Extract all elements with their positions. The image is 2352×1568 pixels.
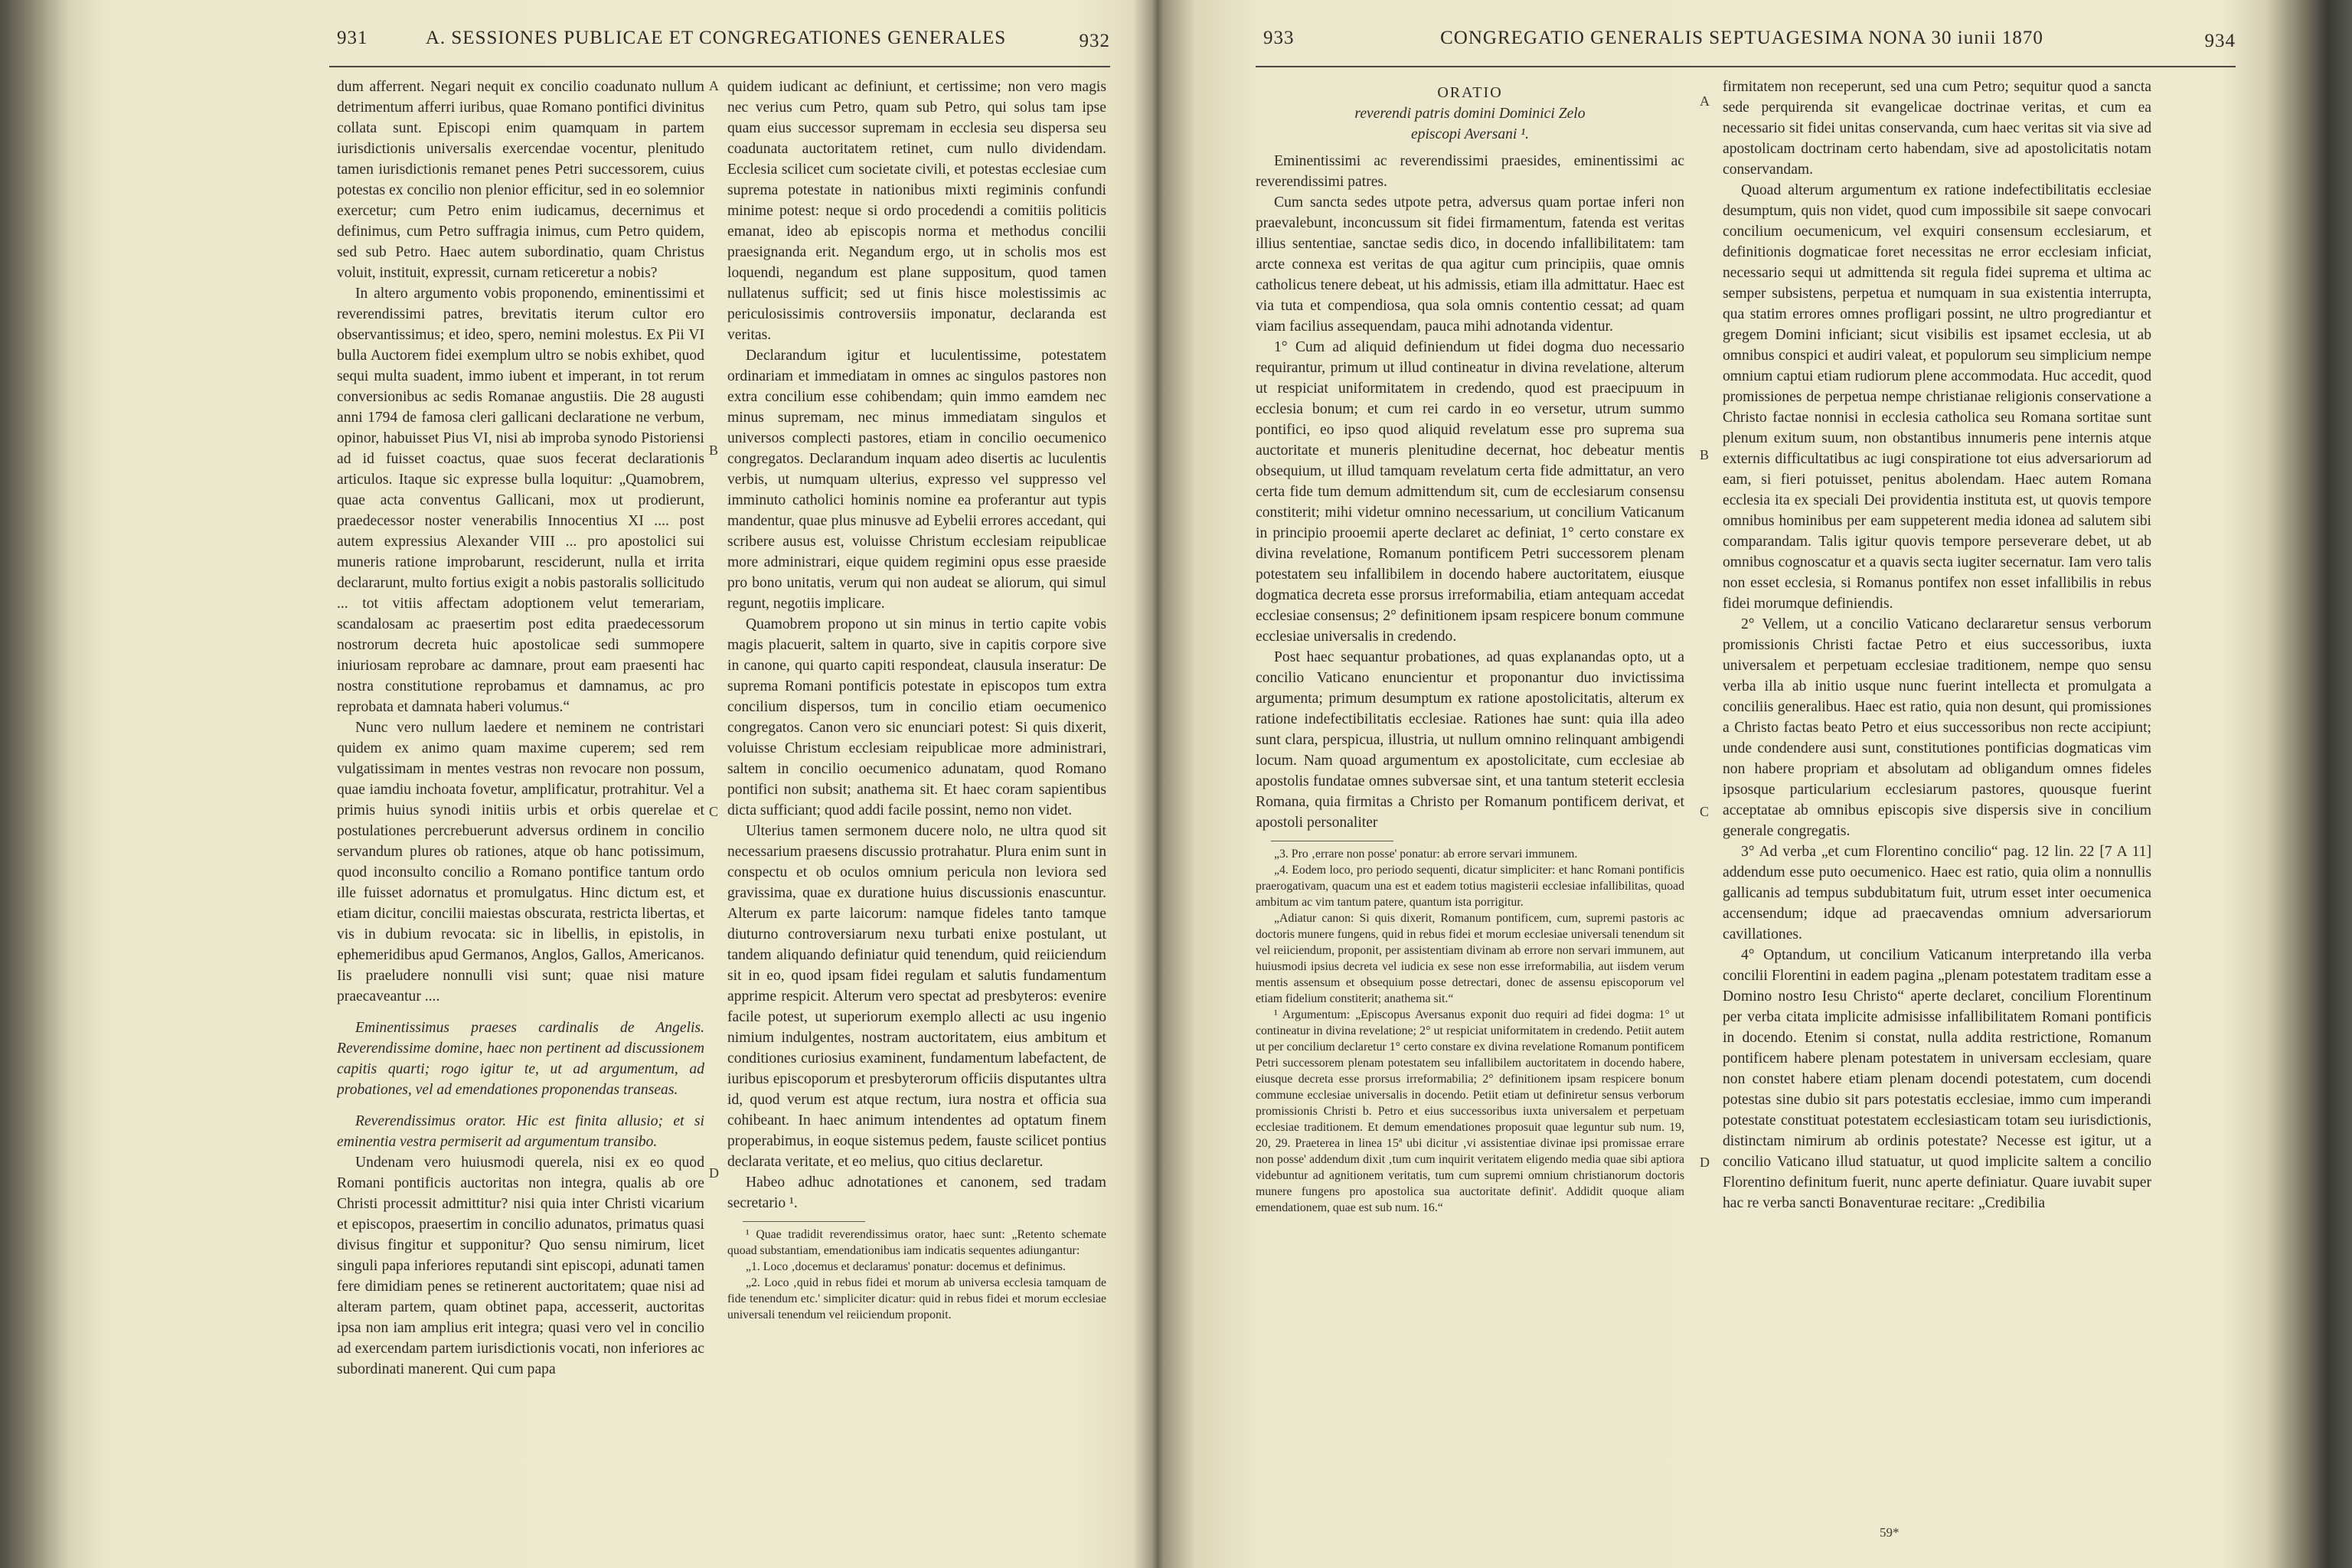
paragraph: 4° Optandum, ut concilium Vaticanum interpretando illa verba concilii Florentini in eadem pagina „plenam potestatem traditam esse a Domino nostro Iesu Christo“ aperte declaret, concilium Florentinum per verba citata implicite admisisse infallibilitatem Romani pontificis in docendo. Etenim si constat, nulla addita restrictione, Romanum pontificem habere plenam potestatem in universam ecclesiam, quare non constet habere etiam plenam docendi potestatem, cum docendi potestas sine dubio sit pars potestatis ecclesiae, immo cum imperandi potestate constituat potestatem ecclesiasticam totam seu iurisdictionis, distinctam nimirum ab ordinis potestate? Necesse est igitur, ut a concilio Vaticano illud statuatur, ut quod implicite saltem a concilio Florentino definitum fuerit, nunc aperte definiatur. Quare iuvabit super hac re verba sancti Bonaventurae recitare: „Credibilia <box>1723 947 2151 1211</box>
margin-letter-a: A <box>1700 93 1710 109</box>
paragraph: Nunc vero nullum laedere et neminem ne contristari quidem ex animo quam maxime cuperem; sed rem vulgatissimam in mentes vestras non revocare non possum, quae iamdiu inchoata fovetur, amplificatur, protrahitur. Vel a primis huius synodi initiis urbis et orbis querelae et postulationes percrebuerunt adversus ordinem in concilio servandum plures ob rationes, atque ob hanc potissimum, quod inconsulto concilio a Romano pontifice tantum ordo ille fuisset adornatus et promulgatus. Hinc dictum est, et etiam dicitur, concilii maiestas obscurata, restricta libertas, et vis in dubium revocata: sic in libellis, in epistolis, in ephemeridibus apud Germanos, Anglos, Gallos, Americanos. Iis praeludere nonnulli visi sunt; quae nisi mature praecaveantur .... <box>337 720 704 1004</box>
oratio-subtitle: reverendi patris domini Dominici Zelo <box>1354 106 1586 122</box>
footnote: ¹ Quae tradidit reverendissimus orator, haec sunt: „Retento schemate quoad substantiam, emendationibus iam indicatis sequentes adiungantur: <box>727 1228 1106 1257</box>
paragraph: In altero argumento vobis proponendo, eminentissimi et reverendissimi patres, brevitatis iterum cultor ero observantissimus; et ideo, spero, nemini molestus. Ex Pii VI bulla Auctorem fidei exemplum ultro se nobis exhibet, quod sequi multa suadent, immo iubent et imperant, in tot rerum conversionibus ac sedis Romanae angustiis. Die 28 augusti anni 1794 de famosa cleri gallicani declaratione ne verbum, opinor, habuisset Pius VI, nisi ab improba synodo Pistoriensi ad id fuisset coactus, quae suos fecerat declarationis articulos. Itaque sic expresse bulla loquitur: „Quamobrem, quae acta conventus Gallicani, mox ut prodierunt, praedecessor noster venerabilis Innocentius XI .... post autem expressius Alexander VIII ... pro apostolici sui muneris ratione improbarunt, resciderunt, nulla et irrita declararunt, multo fortius exigit a nobis pastoralis sollicitudo ... tot vitiis affectam adoptionem velut temerariam, scandalosam ac praesertim post edita praedecessorum nostrorum decreta huic apostolicae sedi summopere iniuriosam reprobare ac damnare, prout eam praesenti hac nostra constitutione reprobamus et damnamus, ac pro reprobata et damnata haberi volumus.“ <box>337 286 704 715</box>
footnote: „1. Loco ‚docemus et declaramus' ponatur: docemus et definimus. <box>746 1260 1066 1273</box>
paragraph: Post haec sequantur probationes, ad quas explanandas opto, ut a concilio Vaticano enuncientur et proponantur duo invictissima argumenta; primum desumptum ex ratione apostolicitatis, alterum ex ratione indefectibilitatis ecclesiae. Rationes hae sunt: quia illa adeo sunt clara, perspicua, illustria, ut nullum omnino relinquant ambigendi locum. Nam quoad argumentum ex apostolicitate, cum ecclesiae ab apostolis fundatae omnes subversae sint, et una tantum steterit ecclesia Romana, quia firmitas a Christo per Romanum pontificem derivat, et apostoli personaliter <box>1256 649 1684 831</box>
page-number-931: 931 <box>337 28 368 48</box>
margin-letter-a: A <box>709 78 719 93</box>
oratio-heading: ORATIO <box>1437 84 1503 101</box>
left-column-2 <box>727 77 1106 1537</box>
footnote: „3. Pro ‚errare non posse' ponatur: ab errore servari immunem. <box>1274 848 1578 861</box>
right-column-2 <box>1723 77 2151 1537</box>
paragraph: quidem iudicant ac definiunt, et certissime; non vero magis nec verius cum Petro, quam sub Petro, qui solus tam ipse quam eius successor supremam in ecclesia seu dispersa seu coadunata auctoritatem retinet, cum nullo dividendam. Ecclesia scilicet cum societate civili, et potestas ecclesiae cum suprema potestate in nationibus mixti regiminis confundi minime potest: neque si ordo procedendi a comitiis politicis emanat, ideo ab episcopis norma et methodus concilii praesignanda erit. Negandum ergo, ut in scholis mos est loquendi, negandum est plane suppositum, quod tamen nullatenus sufficit; sed ut finis hisce molestissimis ac periculosissimis controversiis imponatur, declaranda est veritas. <box>727 79 1106 343</box>
footnote: „4. Eodem loco, pro periodo sequenti, dicatur simpliciter: et hanc Romani pontificis praerogativam, quacum una est et eadem totius magisterii ecclesiae infallibilitas, quoad ambitum ac vim tantum patere, quantum ista porrigitur. <box>1256 864 1684 909</box>
paragraph: 2° Vellem, ut a concilio Vaticano declararetur sensus verborum promissionis Christi factae Petro et eius successoribus, iuxta universalem et perpetuam ecclesiae traditionem, nempe quo sensu verba illa ab initio usque nunc fuerint intellecta et promulgata a conciliis generalibus. Haec est ratio, quia non desunt, qui promissiones a Christo factas beato Petro et eius successoribus non recte accipiunt; unde condendere ausi sunt, constitutiones pontificias dogmaticas vim non habere propriam et absolutam ad obligandum omnes fideles ipsosque particularium ecclesiarum pastores, quousque fuerint acceptatae ab omnibus episcopis sive dispersis sive in concilium generale congregatis. <box>1723 616 2151 839</box>
margin-letter-b: B <box>709 443 719 458</box>
right-running-head <box>1248 28 2236 58</box>
paragraph: 1° Cum ad aliquid definiendum ut fidei dogma duo necessario requirantur, primum ut illud contineatur in divina revelatione, alterum ut respiciat uniformitatem in credendo, quod est praecipuum in ecclesia bonum; et cum rei cardo in eo versetur, utrum summo pontifici, eo ipso quod aliquid revelatum esse pro suprema sua auctoritate et muneris plenitudine decernat, hoc debeatur mentis obsequium, ut illud tamquam revelatum certa fide admittatur, an vero certa fide tum demum admittendum sit, cum de ecclesiarum consensu constiterit; mihi videtur omnino necessarium, ut concilium Vaticanum in principio prooemii aperte declaret ac definiat, 1° certo constare ex divina revelatione, Romanum pontificem Petri successorem plenam potestatem seu infallibilem in docendo habere auctoritatem, eiusque dogmatica decreta esse prorsus irreformabilia, etiam antequam accedat ecclesiae consensus; 2° definitionem ipsam respicere bonum commune ecclesiae universalis in credendo. <box>1256 339 1684 645</box>
left-head-rule <box>329 66 1110 67</box>
paragraph: 3° Ad verba „et cum Florentino concilio“ pag. 12 lin. 22 [7 A 11] addendum esse puto oecumenico. Haec est ratio, quia olim a nonnullis gallicanis ad tempus subdubitatum fuit, utrum esset inter oecumenica accensendum; idque ad praecavendas omnium adversariorum cavillationes. <box>1723 844 2151 942</box>
left-running-head <box>322 28 1110 58</box>
footnote: „2. Loco ‚quid in rebus fidei et morum ab universa ecclesia tamquam de fide tenendum etc.' simpliciter dicatur: quid in rebus fidei et morum ecclesiae universali tenendum vel reiiciendum proponit. <box>727 1276 1106 1321</box>
footnote-rule <box>743 1221 865 1222</box>
paragraph-speaker: Reverendissimus orator. Hic est finita allusio; et si eminentia vestra permiserit ad argumentum transibo. <box>337 1113 704 1150</box>
paragraph: Declarandum igitur et luculentissime, potestatem ordinariam et immediatam in omnes ac singulos pastores non extra concilium esse cohibendam; quin immo eamdem nec minus supremam, nec minus immediatam singulos et universos complecti pastores, etiam in concilio oecumenico congregatos. Declarandum inquam adeo disertis ac luculentis verbis, ut numquam ulterius, expresso vel suppresso vel imminuto catholici hominis nomine ea proferantur aut typis mandentur, quae plus minusve ad Eybelii errores accedant, qui scribere ausus est, voluisse Christum ecclesiam reipublicae more administrari, eique quidem regimini opus esse praeside pro bono unitatis, verum qui non audeat se aliorum, qui simul regunt, negotiis implicare. <box>727 348 1106 612</box>
left-page <box>322 0 1110 1568</box>
signature-mark: 59* <box>1880 1525 1900 1540</box>
right-head-rule <box>1256 66 2236 67</box>
page-number-932: 932 <box>1079 31 1110 51</box>
margin-letter-b: B <box>1700 447 1710 462</box>
right-column-1 <box>1256 77 1684 1537</box>
margin-letter-d: D <box>1700 1155 1710 1170</box>
right-page <box>1248 0 2236 1568</box>
page-number-933: 933 <box>1263 28 1295 48</box>
left-column-1 <box>337 77 704 1537</box>
footnote: „Adiatur canon: Si quis dixerit, Romanum pontificem, cum, supremi pastoris ac doctoris munere fungens, quid in rebus fidei et morum ecclesiae universali tenendum sit vel reiiciendum, proponit, per assistentiam divinam ab errore non servari immunem, aut huiusmodi ipsius decreta vel iudicia ex sese non esse irreformabilia, aut iisdem verum mentis assensum et obsequium posse detrectari, donec de assensu episcoporum vel etiam fidelium constiterit; anathema sit.“ <box>1256 912 1684 1005</box>
page-number-934: 934 <box>2204 31 2236 51</box>
paragraph: Eminentissimi ac reverendissimi praesides, eminentissimi ac reverendissimi patres. <box>1256 153 1684 190</box>
paragraph: Ulterius tamen sermonem ducere nolo, ne ultra quod sit necessarium praesens discussio protrahatur. Plura enim sunt in conspectu et ob oculos omnium pericula non leviora sed gravissima, quae ex duratione huius discussionis enascuntur. Alterum ex parte laicorum: namque fideles tanto tamque diuturno controversiarum nexu turbati enixe postulant, ut tandem aliquando definiatur quid tenendum, quid reiiciendum sit in eo, quod ipsam fidei regulam et salutis fundamentum apprime respicit. Alterum vero spectat ad presbyteros: evenire facile potest, ut superiorum exemplo allecti ac usu ingenio nimium indulgentes, nostram auctoritatem, eius ambitum et conditiones curiosius examinent, fundamentum labefactent, de iuribus episcoporum et presbyterorum officiis disputantes ultra id, quod verum est atque rectum, iura nostra et officia sua cohibeant. In haec animum intendentes ad optatum finem properabimus, in eoque sistemus pedem, fauste scilicet pontius declarata veritate, et eo melius, quo citius declaretur. <box>727 823 1106 1170</box>
footnote: ¹ Argumentum: „Episcopus Aversanus exponit duo requiri ad fidei dogma: 1° ut contineatur in divina revelatione; 2° ut respiciat uniformitatem in credendo. Petiit autem ut per concilium declaretur 1° certo constare ex divina revelatione Romanum pontificem Petri successorem plenam potestatem seu infallibilem auctoritatem in docendo habere, eiusque decreta esse prorsus irreformabilia; 2° definitionem ipsam respicere bonum commune ecclesiae universalis in docendo. Petiit etiam ut definiretur sensus verborum promissionis Christi b. Petro et eius successoribus iuxta universalem et perpetuam ecclesiae traditionem. Et demum emendationes proposuit quae leguntur sub num. 19, 20, 29. Praeterea in linea 15ª ubi dicitur ‚vi assistentiae divinae ipsi promissae errare non posse' addendum dixit ‚tum cum inquirit veritatem eligendo media quae sibi aptiora videbuntur ad agnitionem veritatis, tum cum supremi omnium christianorum doctoris munere fungens pro apostolica sua auctoritate definit'. Addidit quoque aliam emendationem, quae est sub num. 16.“ <box>1256 1008 1684 1214</box>
paragraph-speaker: Eminentissimus praeses cardinalis de Angelis. Reverendissime domine, haec non pertinent ad discussionem capitis quarti; rogo igitur te, ut ad argumentum, ad probationes, vel ad emendationes proponendas transeas. <box>337 1020 704 1098</box>
oratio-subtitle-2: episcopi Aversani ¹. <box>1410 126 1530 142</box>
paragraph: Cum sancta sedes utpote petra, adversus quam portae inferi non praevalebunt, inconcussum sit fidei firmamentum, fatenda est veritas illius sententiae, sanctae sedis dico, in docendo infallibilitatem: tam arcte connexa est veritas de qua agitur cum principiis, quae omnis catholicus tenere debeat, ut his admissis, etiam illa admittatur. Haec est via tuta et compendiosa, qua sola omnis contentio cessat; ad quam viam facilius assequendam, pauca mihi adnotanda videntur. <box>1256 194 1684 335</box>
paragraph: dum afferrent. Negari nequit ex concilio coadunato nullum detrimentum afferri iuribus, quae Romano pontifici divinitus collata sunt. Episcopi enim quamquam in partem iurisdictionis universalis exercendae vocentur, plenitudo tamen iurisdictionis remanet penes Petri successorem, cuius potestas ex concilio non plenior efficitur, sed in eo solemnior exercetur; cum Petro enim iudicamus, decernimus et definimus, cum Petro suffragia inimus, cum Petro quidem, sed sub Petro. Haec autem subordinatio, quam Christus voluit, instituit, expressit, curnam reticeretur a nobis? <box>337 79 704 281</box>
margin-letter-c: C <box>1700 804 1710 819</box>
left-page-title: A. SESSIONES PUBLICAE ET CONGREGATIONES GENERALES <box>425 28 1007 48</box>
margin-letter-d: D <box>709 1165 719 1181</box>
right-page-title: CONGREGATIO GENERALIS SEPTUAGESIMA NONA 30 iunii 1870 <box>1440 28 2043 48</box>
paragraph: Quoad alterum argumentum ex ratione indefectibilitatis ecclesiae desumptum, quis non videt, quod cum impossibile sit saepe convocari concilium oecumenicum, vel exquiri consensum ecclesiarum, et definitionis dogmaticae foret necessitas ne error ecclesiam inficiat, necessario sequi ut admittenda sit regula fidei suprema et ultima ac semper subsistens, perpetua et numquam in sua existentia interrupta, qua statim errores omnes profligari possint, ne ultro progrediantur et gregem Domini inficiant; sicut visibilis est ipsamet ecclesia, ut ab omnibus conspici et audiri valeat, et populorum seu simplicium nempe omnium captui etiam rudiorum plene accommodata. Huc accedit, quod promissiones de perpetua nempe christianae religionis conservatione a Christo factae nonnisi in ecclesia catholica seu Romana sortitae sunt plenum exitum suum, non obstantibus innumeris pene internis atque externis difficultatibus ac iugi conspiratione tot eius adversariorum ad eam, si fieri potuisset, penitus abolendam. Haec autem Romana ecclesia ita ex speciali Dei providentia instituta est, ut quovis tempore omnibus hominibus per eam suppeterent media idonea ad salutem sibi comparandam. Talis igitur quovis tempore perseverare debet, ut ab omnibus cognoscatur et a quavis secta iugiter secernatur. Iam vero talis non esset ecclesia, si Romanus pontifex non esset infallibilis in rebus fidei morumque definiendis. <box>1723 182 2151 612</box>
right-columns <box>1248 77 2236 1537</box>
margin-letter-c: C <box>709 804 719 819</box>
paragraph: firmitatem non receperunt, sed una cum Petro; sequitur quod a sancta sede perquirenda sit evangelicae doctrinae veritas, et cum ea necessario sit fidei unitas conservanda, cum haec veritas sit via sive ad apostolicam doctrinam certo habendam, sive ad apostolicitatis notam conservandam. <box>1723 79 2151 178</box>
paragraph: Undenam vero huiusmodi querela, nisi ex eo quod Romani pontificis auctoritas non integra, qualis ab ore Christi processit admittitur? nisi quia inter Christi vicarium et episcopos, praesertim in concilio adunatos, primatus quasi divisus fingitur et supponitur? Quo sensu nimirum, licet singuli papa inferiores reputandi sint episcopi, adunati tamen fere dimidiam penes se retinerent auctoritatem; quae nisi ad alteram partem, quam obtinet papa, accesserit, auctoritas ipsa non iam amplius erit integra; quasi vero vel in concilio ad exercendam partem iurisdictionis vocati, non inferiores ac subordinati manerent. Qui cum papa <box>337 1155 704 1377</box>
paragraph: Habeo adhuc adnotationes et canonem, sed tradam secretario ¹. <box>727 1174 1106 1211</box>
paragraph: Quamobrem propono ut sin minus in tertio capite vobis magis placuerit, saltem in quarto, sive in capitis corpore sive in canone, qui quarto capiti respondeat, clausula inseratur: De suprema Romani pontificis potestate in episcopos tum extra concilium dispersos, tum in concilio etiam oecumenico congregatos. Canon vero sic enunciari potest: Si quis dixerit, voluisse Christum ecclesiam reipublicae more administrari, saltem in concilio oecumenico adunatam, quod Romano pontifici non subsit; anathema sit. Et haec coram sapientibus dicta sufficiant; quod addi facile possint, nemo non videt. <box>727 616 1106 818</box>
